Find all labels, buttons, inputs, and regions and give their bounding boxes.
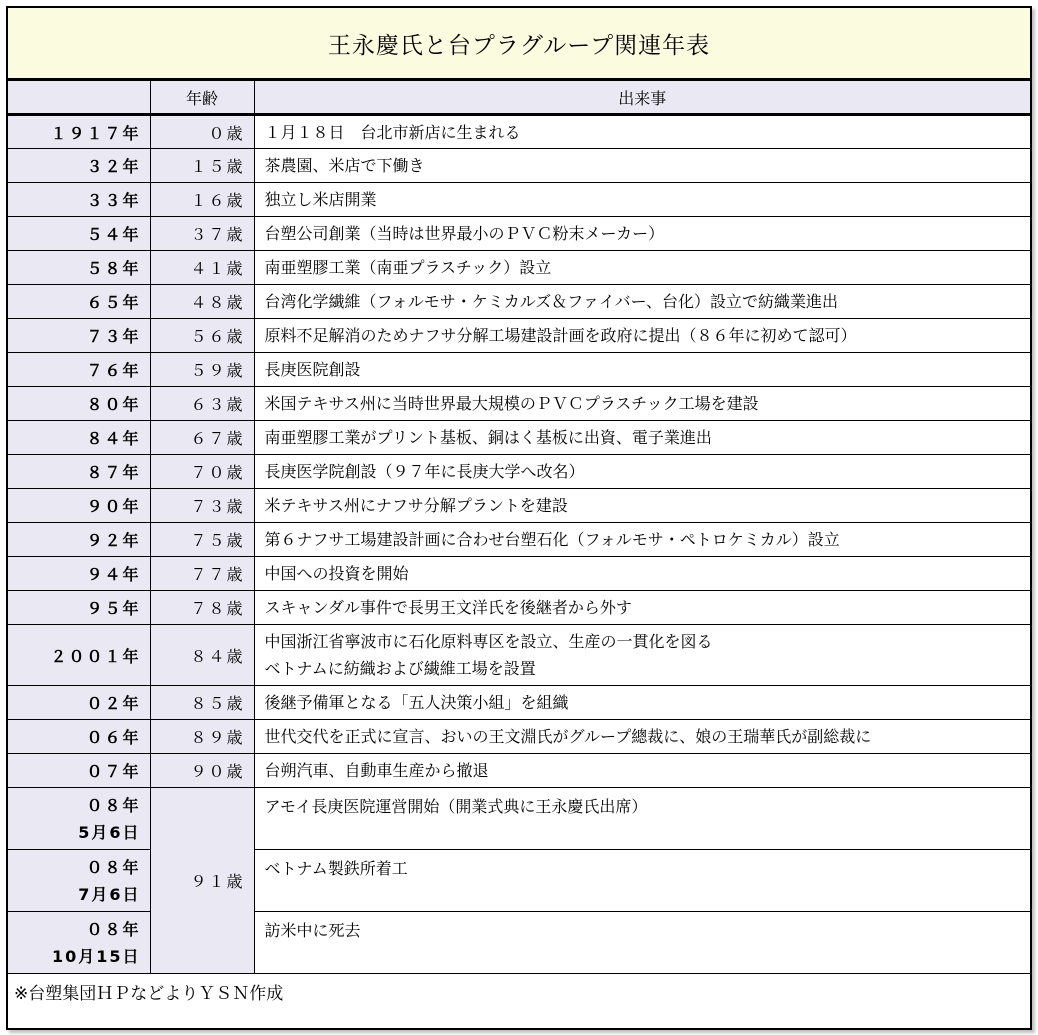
event-line: 米テキサス州にナフサ分解プラントを建設 <box>264 496 568 515</box>
timeline-frame <box>6 6 1032 1030</box>
year-cell: ７６年 <box>8 353 150 387</box>
age-cell: ８９歳 <box>150 720 254 754</box>
age-cell: ７３歳 <box>150 489 254 523</box>
event-line: 台朔汽車、自動車生産から撤退 <box>264 761 489 780</box>
event-line: 世代交代を正式に宣言、おいの王文淵氏がグループ總裁に、娘の王瑞華氏が副総裁に <box>264 727 872 746</box>
event-line: 長庚医院創設 <box>264 360 361 379</box>
event-cell <box>254 217 1030 251</box>
table-row <box>8 557 1030 591</box>
age-cell: １６歳 <box>150 183 254 217</box>
table-row <box>8 149 1030 183</box>
age-cell: ９０歳 <box>150 754 254 788</box>
year-cell: ２００１年 <box>8 625 150 686</box>
age-cell: ７８歳 <box>150 591 254 625</box>
event-cell <box>254 115 1030 149</box>
year-cell: ０６年 <box>8 720 150 754</box>
year-cell <box>8 788 150 850</box>
event-cell <box>254 149 1030 183</box>
event-cell <box>254 353 1030 387</box>
year-cell: ５４年 <box>8 217 150 251</box>
year-cell: ０２年 <box>8 686 150 720</box>
age-cell: ３７歳 <box>150 217 254 251</box>
year-line: 10月15日 <box>51 946 141 966</box>
event-cell <box>254 251 1030 285</box>
event-cell: 訪米中に死去 <box>254 912 1030 974</box>
age-cell: ７７歳 <box>150 557 254 591</box>
event-line: 米国テキサス州に当時世界最大規模のＰＶＣプラスチック工場を建設 <box>264 394 759 413</box>
event-cell <box>254 455 1030 489</box>
table-row <box>8 115 1030 149</box>
table-row <box>8 754 1030 788</box>
event-line: 原料不足解消のためナフサ分解工場建設計画を政府に提出（８６年に初めて認可） <box>264 326 857 345</box>
year-cell: ９０年 <box>8 489 150 523</box>
age-cell: ６３歳 <box>150 387 254 421</box>
event-line: スキャンダル事件で長男王文洋氏を後継者から外す <box>264 598 632 617</box>
event-line: 独立し米店開業 <box>264 190 377 209</box>
age-cell: ７５歳 <box>150 523 254 557</box>
year-cell: ９２年 <box>8 523 150 557</box>
event-line: 南亜塑膠工業（南亜プラスチック）設立 <box>264 258 552 277</box>
event-line: 後継予備軍となる「五人決策小組」を組織 <box>264 693 569 712</box>
header-row <box>8 81 1030 115</box>
event-line: 台湾化学繊維（フォルモサ・ケミカルズ＆ファイバー、台化）設立で紡織業進出 <box>264 292 838 311</box>
year-cell: ５８年 <box>8 251 150 285</box>
event-line: 南亜塑膠工業がプリント基板、銅はく基板に出資、電子業進出 <box>264 428 712 447</box>
timeline-body <box>8 115 1030 974</box>
event-cell <box>254 285 1030 319</box>
year-line: 7月6日 <box>78 884 141 904</box>
year-cell: ０７年 <box>8 754 150 788</box>
age-cell: ８５歳 <box>150 686 254 720</box>
event-line: 茶農園、米店で下働き <box>264 156 425 175</box>
table-row <box>8 489 1030 523</box>
header-age: 年齢 <box>150 81 254 115</box>
event-cell <box>254 387 1030 421</box>
header-event: 出来事 <box>254 81 1030 115</box>
year-cell: ３３年 <box>8 183 150 217</box>
year-cell <box>8 850 150 912</box>
year-cell: ９５年 <box>8 591 150 625</box>
table-row <box>8 421 1030 455</box>
table-row <box>8 720 1030 754</box>
year-line: ０８年 <box>86 795 141 815</box>
header-year <box>8 81 150 115</box>
timeline-table <box>8 80 1030 1008</box>
age-cell: ９１歳 <box>150 788 254 974</box>
age-cell: ７０歳 <box>150 455 254 489</box>
table-row <box>8 217 1030 251</box>
page-title: 王永慶氏と台プラグループ関連年表 <box>8 8 1030 80</box>
event-line: 第６ナフサ工場建設計画に合わせ台塑石化（フォルモサ・ペトロケミカル）設立 <box>264 530 840 549</box>
table-row <box>8 788 1030 850</box>
event-line: 台塑公司創業（当時は世界最小のＰＶＣ粉末メーカー） <box>264 224 665 243</box>
event-cell: アモイ長庚医院運営開始（開業式典に王永慶氏出席） <box>254 788 1030 850</box>
event-cell <box>254 183 1030 217</box>
event-line: １月１８日 台北市新店に生まれる <box>264 122 521 142</box>
year-cell: ６５年 <box>8 285 150 319</box>
event-cell <box>254 754 1030 788</box>
footnote-row <box>8 974 1030 1009</box>
age-cell: ８４歳 <box>150 625 254 686</box>
year-cell: １９１７年 <box>8 115 150 149</box>
year-cell <box>8 912 150 974</box>
age-cell: ０歳 <box>150 115 254 149</box>
event-cell <box>254 319 1030 353</box>
age-cell: １５歳 <box>150 149 254 183</box>
table-row <box>8 285 1030 319</box>
event-cell <box>254 625 1030 686</box>
year-cell: ８４年 <box>8 421 150 455</box>
table-row <box>8 591 1030 625</box>
table-row <box>8 251 1030 285</box>
age-cell: ５６歳 <box>150 319 254 353</box>
table-row <box>8 686 1030 720</box>
year-cell: ９４年 <box>8 557 150 591</box>
footnote: ※台塑集団ＨＰなどよりＹＳＮ作成 <box>8 974 1030 1009</box>
event-cell <box>254 489 1030 523</box>
year-cell: ８０年 <box>8 387 150 421</box>
event-cell <box>254 523 1030 557</box>
year-cell: ７３年 <box>8 319 150 353</box>
table-row <box>8 319 1030 353</box>
event-cell <box>254 421 1030 455</box>
table-row <box>8 455 1030 489</box>
event-line: 長庚医学院創設（９７年に長庚大学へ改名） <box>264 462 585 481</box>
table-row <box>8 183 1030 217</box>
table-row <box>8 625 1030 686</box>
age-cell: ４８歳 <box>150 285 254 319</box>
age-cell: ６７歳 <box>150 421 254 455</box>
event-cell <box>254 591 1030 625</box>
event-line: 中国浙江省寧波市に石化原料専区を設立、生産の一貫化を図る <box>264 632 713 651</box>
event-line: 中国への投資を開始 <box>264 564 409 583</box>
table-row <box>8 387 1030 421</box>
event-cell <box>254 557 1030 591</box>
event-cell: ベトナム製鉄所着工 <box>254 850 1030 912</box>
table-row <box>8 523 1030 557</box>
year-line: ０８年 <box>86 857 141 877</box>
age-cell: ５９歳 <box>150 353 254 387</box>
year-cell: ３２年 <box>8 149 150 183</box>
table-row <box>8 353 1030 387</box>
event-cell <box>254 686 1030 720</box>
year-line: ０８年 <box>86 919 141 939</box>
age-cell: ４１歳 <box>150 251 254 285</box>
event-cell <box>254 720 1030 754</box>
event-line: ベトナムに紡織および繊維工場を設置 <box>264 659 536 678</box>
year-cell: ８７年 <box>8 455 150 489</box>
year-line: 5月6日 <box>78 822 141 842</box>
